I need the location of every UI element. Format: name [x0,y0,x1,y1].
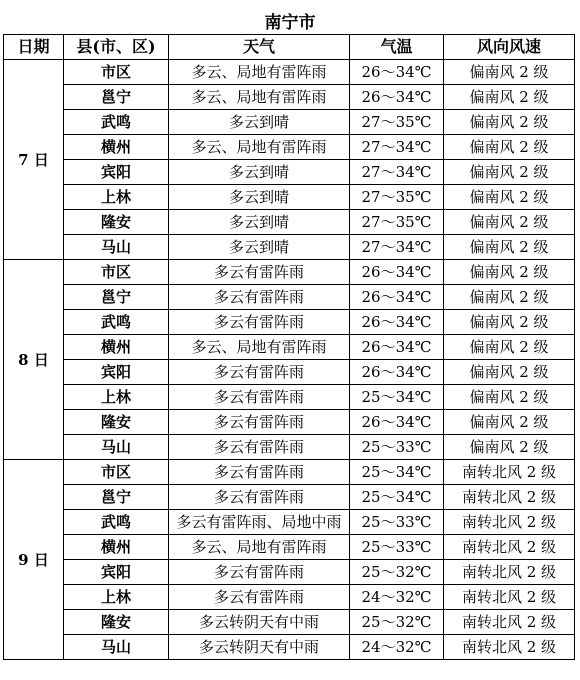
temperature-cell: 25～32℃ [350,560,444,585]
table-row [4,285,575,310]
temperature-cell: 27～34℃ [350,160,444,185]
table-row [4,210,575,235]
table-row [4,535,575,560]
county-cell: 宾阳 [64,560,169,585]
wind-cell: 偏南风 2 级 [444,160,575,185]
county-cell: 市区 [64,60,169,85]
wind-cell: 偏南风 2 级 [444,285,575,310]
temperature-cell: 24～32℃ [350,635,444,660]
county-cell: 市区 [64,260,169,285]
temperature-cell: 27～35℃ [350,185,444,210]
weather-cell: 多云到晴 [169,160,350,185]
page-title: 南宁市 [264,13,316,33]
county-cell: 上林 [64,185,169,210]
table-row [4,335,575,360]
weather-cell: 多云有雷阵雨 [169,285,350,310]
county-cell: 邕宁 [64,85,169,110]
temperature-cell: 25～34℃ [350,485,444,510]
wind-cell: 南转北风 2 级 [444,485,575,510]
table-row [4,135,575,160]
header-temp: 气温 [350,35,444,60]
wind-cell: 南转北风 2 级 [444,510,575,535]
weather-cell: 多云、局地有雷阵雨 [169,335,350,360]
weather-cell: 多云到晴 [169,110,350,135]
table-row [4,185,575,210]
weather-cell: 多云、局地有雷阵雨 [169,135,350,160]
table-row [4,610,575,635]
weather-cell: 多云到晴 [169,185,350,210]
county-cell: 横州 [64,335,169,360]
temperature-cell: 25～33℃ [350,510,444,535]
temperature-cell: 26～34℃ [350,335,444,360]
temperature-cell: 25～33℃ [350,535,444,560]
table-row [4,260,575,285]
county-cell: 隆安 [64,410,169,435]
weather-cell: 多云有雷阵雨 [169,460,350,485]
header-weather: 天气 [169,35,350,60]
wind-cell: 偏南风 2 级 [444,435,575,460]
wind-cell: 偏南风 2 级 [444,85,575,110]
temperature-cell: 26～34℃ [350,310,444,335]
county-cell: 上林 [64,385,169,410]
weather-cell: 多云、局地有雷阵雨 [169,60,350,85]
header-wind: 风向风速 [444,35,575,60]
temperature-cell: 27～35℃ [350,110,444,135]
date-cell: 9 日 [4,460,64,660]
wind-cell: 南转北风 2 级 [444,535,575,560]
forecast-body [4,60,575,660]
temperature-cell: 25～32℃ [350,610,444,635]
county-cell: 横州 [64,535,169,560]
wind-cell: 偏南风 2 级 [444,210,575,235]
wind-cell: 南转北风 2 级 [444,460,575,485]
weather-cell: 多云到晴 [169,235,350,260]
county-cell: 马山 [64,435,169,460]
temperature-cell: 24～32℃ [350,585,444,610]
table-row [4,385,575,410]
county-cell: 隆安 [64,610,169,635]
temperature-cell: 25～34℃ [350,385,444,410]
table-row [4,160,575,185]
temperature-cell: 26～34℃ [350,85,444,110]
header-date: 日期 [4,35,64,60]
county-cell: 武鸣 [64,510,169,535]
temperature-cell: 25～34℃ [350,460,444,485]
county-cell: 横州 [64,135,169,160]
weather-cell: 多云有雷阵雨 [169,360,350,385]
weather-cell: 多云、局地有雷阵雨 [169,535,350,560]
weather-cell: 多云有雷阵雨 [169,560,350,585]
wind-cell: 偏南风 2 级 [444,110,575,135]
wind-cell: 偏南风 2 级 [444,410,575,435]
temperature-cell: 26～34℃ [350,360,444,385]
temperature-cell: 27～35℃ [350,210,444,235]
wind-cell: 偏南风 2 级 [444,135,575,160]
temperature-cell: 26～34℃ [350,410,444,435]
wind-cell: 南转北风 2 级 [444,560,575,585]
weather-cell: 多云有雷阵雨 [169,385,350,410]
date-cell: 7 日 [4,60,64,260]
weather-cell: 多云有雷阵雨 [169,410,350,435]
header-county: 县(市、区) [64,35,169,60]
weather-cell: 多云转阴天有中雨 [169,610,350,635]
county-cell: 市区 [64,460,169,485]
county-cell: 宾阳 [64,160,169,185]
table-row [4,585,575,610]
temperature-cell: 26～34℃ [350,60,444,85]
weather-cell: 多云有雷阵雨 [169,585,350,610]
table-row [4,410,575,435]
table-row [4,310,575,335]
temperature-cell: 27～34℃ [350,135,444,160]
table-row [4,460,575,485]
county-cell: 邕宁 [64,285,169,310]
weather-cell: 多云有雷阵雨 [169,260,350,285]
wind-cell: 偏南风 2 级 [444,260,575,285]
weather-cell: 多云有雷阵雨 [169,435,350,460]
weather-cell: 多云有雷阵雨、局地中雨 [169,510,350,535]
county-cell: 武鸣 [64,110,169,135]
temperature-cell: 26～34℃ [350,285,444,310]
table-row [4,110,575,135]
temperature-cell: 25～33℃ [350,435,444,460]
wind-cell: 偏南风 2 级 [444,335,575,360]
weather-cell: 多云、局地有雷阵雨 [169,85,350,110]
wind-cell: 偏南风 2 级 [444,385,575,410]
table-row [4,485,575,510]
weather-cell: 多云到晴 [169,210,350,235]
header-row [4,35,575,60]
weather-cell: 多云有雷阵雨 [169,310,350,335]
table-row [4,60,575,85]
temperature-cell: 27～34℃ [350,235,444,260]
table-row [4,435,575,460]
table-row [4,235,575,260]
wind-cell: 南转北风 2 级 [444,610,575,635]
wind-cell: 偏南风 2 级 [444,185,575,210]
county-cell: 马山 [64,235,169,260]
date-cell: 8 日 [4,260,64,460]
weather-cell: 多云转阴天有中雨 [169,635,350,660]
table-row [4,560,575,585]
wind-cell: 偏南风 2 级 [444,360,575,385]
table-row [4,635,575,660]
county-cell: 宾阳 [64,360,169,385]
wind-cell: 南转北风 2 级 [444,585,575,610]
table-row [4,510,575,535]
forecast-table [3,34,575,660]
county-cell: 邕宁 [64,485,169,510]
county-cell: 武鸣 [64,310,169,335]
weather-cell: 多云有雷阵雨 [169,485,350,510]
county-cell: 马山 [64,635,169,660]
wind-cell: 南转北风 2 级 [444,635,575,660]
county-cell: 隆安 [64,210,169,235]
table-row [4,85,575,110]
temperature-cell: 26～34℃ [350,260,444,285]
wind-cell: 偏南风 2 级 [444,60,575,85]
wind-cell: 偏南风 2 级 [444,310,575,335]
table-row [4,360,575,385]
county-cell: 上林 [64,585,169,610]
wind-cell: 偏南风 2 级 [444,235,575,260]
